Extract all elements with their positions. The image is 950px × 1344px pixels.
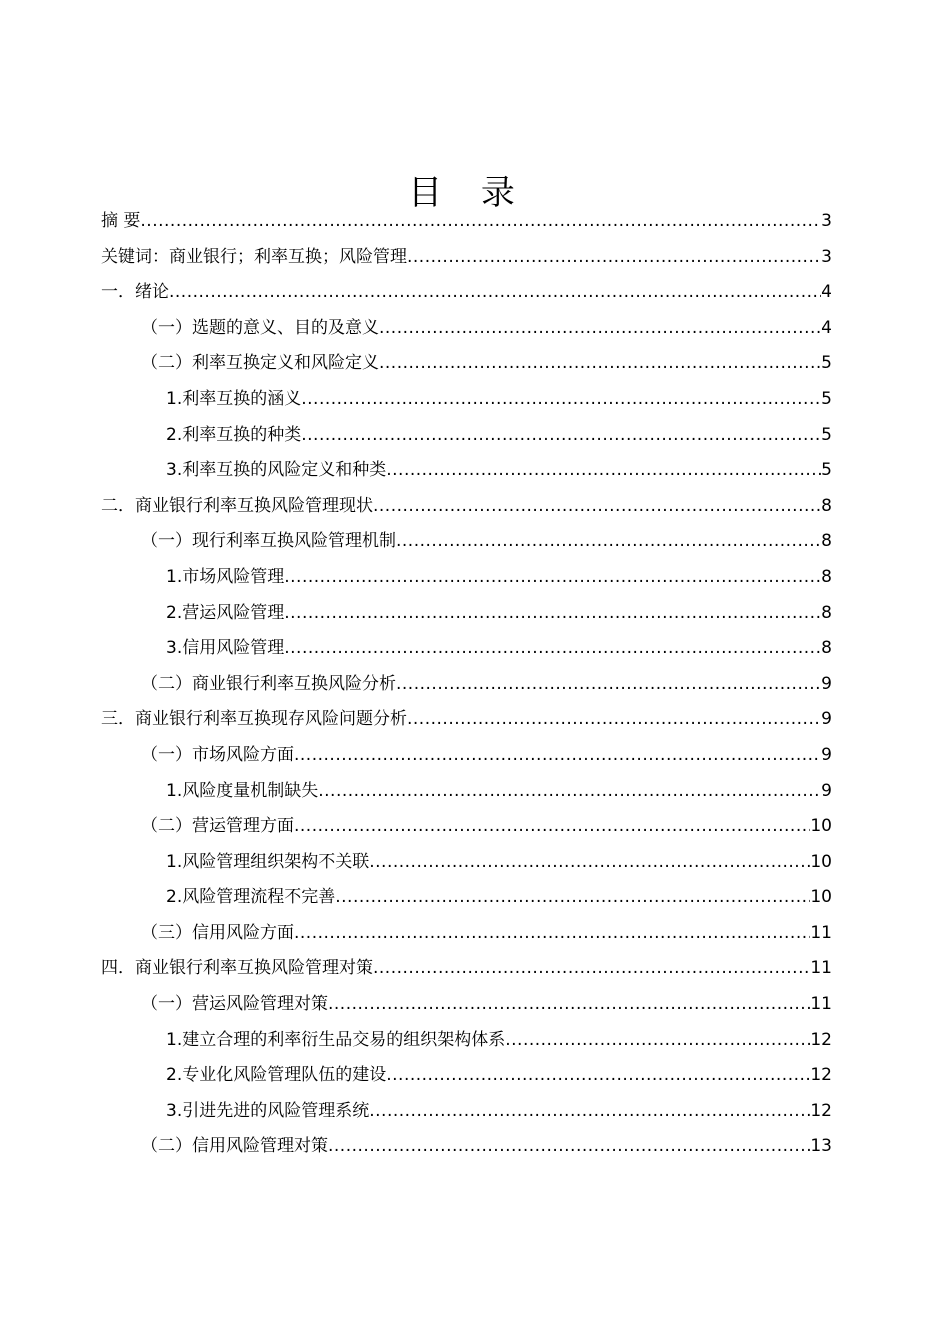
toc-dot-leader — [169, 275, 821, 311]
toc-entry[interactable] — [101, 453, 832, 489]
toc-page-number: 5 — [821, 353, 832, 374]
toc-dot-leader — [294, 738, 821, 774]
toc-entry[interactable] — [101, 738, 832, 774]
toc-entry[interactable] — [101, 1094, 832, 1130]
toc-entry-text: 2.利率互换的种类 — [166, 424, 302, 445]
toc-dot-leader — [373, 489, 821, 525]
toc-entry[interactable] — [101, 667, 832, 703]
toc-dot-leader — [284, 560, 821, 596]
toc-entry-text: 1.市场风险管理 — [166, 566, 285, 587]
toc-entry[interactable] — [101, 845, 832, 881]
toc-entry-text: （二）信用风险管理对策 — [141, 1136, 328, 1157]
toc-page-number: 12 — [810, 1065, 832, 1086]
toc-page-number: 10 — [810, 816, 832, 837]
toc-entry[interactable] — [101, 418, 832, 454]
toc-entry-text: 3.信用风险管理 — [166, 638, 285, 659]
toc-page-number: 4 — [821, 317, 832, 338]
toc-entry-text: （二）商业银行利率互换风险分析 — [141, 673, 396, 694]
toc-entry-text: 1.建立合理的利率衍生品交易的组织架构体系 — [166, 1029, 506, 1050]
toc-entry-text: 2.营运风险管理 — [166, 602, 285, 623]
toc-dot-leader — [505, 1023, 810, 1059]
toc-entry-text: 四．商业银行利率互换风险管理对策 — [101, 958, 373, 979]
toc-page-number: 10 — [810, 851, 832, 872]
toc-entry-text: （一）市场风险方面 — [141, 744, 294, 765]
toc-page-number: 4 — [821, 282, 832, 303]
toc-page-number: 8 — [821, 638, 832, 659]
toc-dot-leader — [407, 702, 821, 738]
toc-entry-text: 摘 要 — [101, 211, 141, 231]
toc-entry[interactable] — [101, 204, 832, 240]
toc-dot-leader — [301, 382, 821, 418]
toc-entry[interactable] — [101, 631, 832, 667]
toc-entry[interactable] — [101, 560, 832, 596]
toc-entry-text: 2.风险管理流程不完善 — [166, 887, 336, 908]
toc-page-number: 9 — [821, 780, 832, 801]
toc-dot-leader — [396, 667, 821, 703]
toc-dot-leader — [301, 418, 821, 454]
toc-page-number: 8 — [821, 602, 832, 623]
toc-page-number: 9 — [821, 709, 832, 730]
toc-dot-leader — [328, 1129, 810, 1165]
toc-dot-leader — [284, 631, 821, 667]
toc-dot-leader — [369, 845, 810, 881]
toc-entry[interactable] — [101, 774, 832, 810]
toc-entry-text: 关键词：商业银行；利率互换；风险管理 — [101, 246, 407, 267]
toc-dot-leader — [284, 596, 821, 632]
toc-entry[interactable] — [101, 916, 832, 952]
toc-entry-text: （三）信用风险方面 — [141, 922, 294, 943]
toc-entry[interactable] — [101, 987, 832, 1023]
toc-page-number: 3 — [821, 211, 832, 231]
toc-entry[interactable] — [101, 524, 832, 560]
page-title: 目 录 — [408, 173, 529, 213]
toc-dot-leader — [140, 204, 821, 240]
toc-dot-leader — [379, 346, 821, 382]
toc-entry-text: （一）现行利率互换风险管理机制 — [141, 531, 396, 552]
toc-entry-text: 二．商业银行利率互换风险管理现状 — [101, 495, 373, 516]
toc-page-number: 12 — [810, 1029, 832, 1050]
toc-entry[interactable] — [101, 1129, 832, 1165]
toc-dot-leader — [379, 311, 821, 347]
toc-entry-text: 一．绪论 — [101, 282, 169, 303]
toc-entry[interactable] — [101, 346, 832, 382]
toc-page-number: 11 — [810, 922, 832, 943]
toc-dot-leader — [373, 951, 810, 987]
toc-entry-text: （二）利率互换定义和风险定义 — [141, 353, 379, 374]
toc-dot-leader — [407, 240, 821, 276]
toc-entry-text: 2.专业化风险管理队伍的建设 — [166, 1065, 387, 1086]
toc-entry[interactable] — [101, 880, 832, 916]
toc-entry[interactable] — [101, 489, 832, 525]
toc-entry[interactable] — [101, 596, 832, 632]
toc-dot-leader — [386, 453, 821, 489]
toc-page-number: 10 — [810, 887, 832, 908]
toc-entry-text: 三．商业银行利率互换现存风险问题分析 — [101, 709, 407, 730]
toc-entry[interactable] — [101, 1023, 832, 1059]
toc-dot-leader — [369, 1094, 810, 1130]
toc-entry-text: 1.风险管理组织架构不关联 — [166, 851, 370, 872]
toc-dot-leader — [294, 916, 810, 952]
toc-dot-leader — [328, 987, 810, 1023]
toc-entry-text: （一）营运风险管理对策 — [141, 994, 328, 1015]
toc-entry-text: 3.利率互换的风险定义和种类 — [166, 460, 387, 481]
toc-dot-leader — [396, 524, 821, 560]
toc-page-number: 8 — [821, 495, 832, 516]
toc-dot-leader — [318, 774, 821, 810]
toc-entry[interactable] — [101, 311, 832, 347]
toc-entry[interactable] — [101, 702, 832, 738]
toc-page-number: 8 — [821, 531, 832, 552]
toc-list — [101, 204, 832, 1165]
toc-entry-text: 3.引进先进的风险管理系统 — [166, 1100, 370, 1121]
toc-entry[interactable] — [101, 1058, 832, 1094]
toc-page-number: 12 — [810, 1100, 832, 1121]
toc-entry-text: （一）选题的意义、目的及意义 — [141, 317, 379, 338]
toc-page-number: 3 — [821, 246, 832, 267]
toc-entry[interactable] — [101, 382, 832, 418]
toc-entry-text: （二）营运管理方面 — [141, 816, 294, 837]
toc-page-number: 9 — [821, 744, 832, 765]
toc-entry[interactable] — [101, 275, 832, 311]
toc-entry[interactable] — [101, 951, 832, 987]
toc-entry-text: 1.利率互换的涵义 — [166, 388, 302, 409]
toc-page-number: 11 — [810, 994, 832, 1015]
toc-page-number: 5 — [821, 424, 832, 445]
toc-entry[interactable] — [101, 809, 832, 845]
toc-dot-leader — [386, 1058, 810, 1094]
toc-page-number: 11 — [810, 958, 832, 979]
toc-page-number: 9 — [821, 673, 832, 694]
toc-page-number: 8 — [821, 566, 832, 587]
toc-page-number: 5 — [821, 460, 832, 481]
toc-entry[interactable] — [101, 240, 832, 276]
toc-dot-leader — [335, 880, 810, 916]
toc-entry-text: 1.风险度量机制缺失 — [166, 780, 319, 801]
toc-dot-leader — [294, 809, 810, 845]
toc-page-number: 13 — [810, 1136, 832, 1157]
toc-page-number: 5 — [821, 388, 832, 409]
